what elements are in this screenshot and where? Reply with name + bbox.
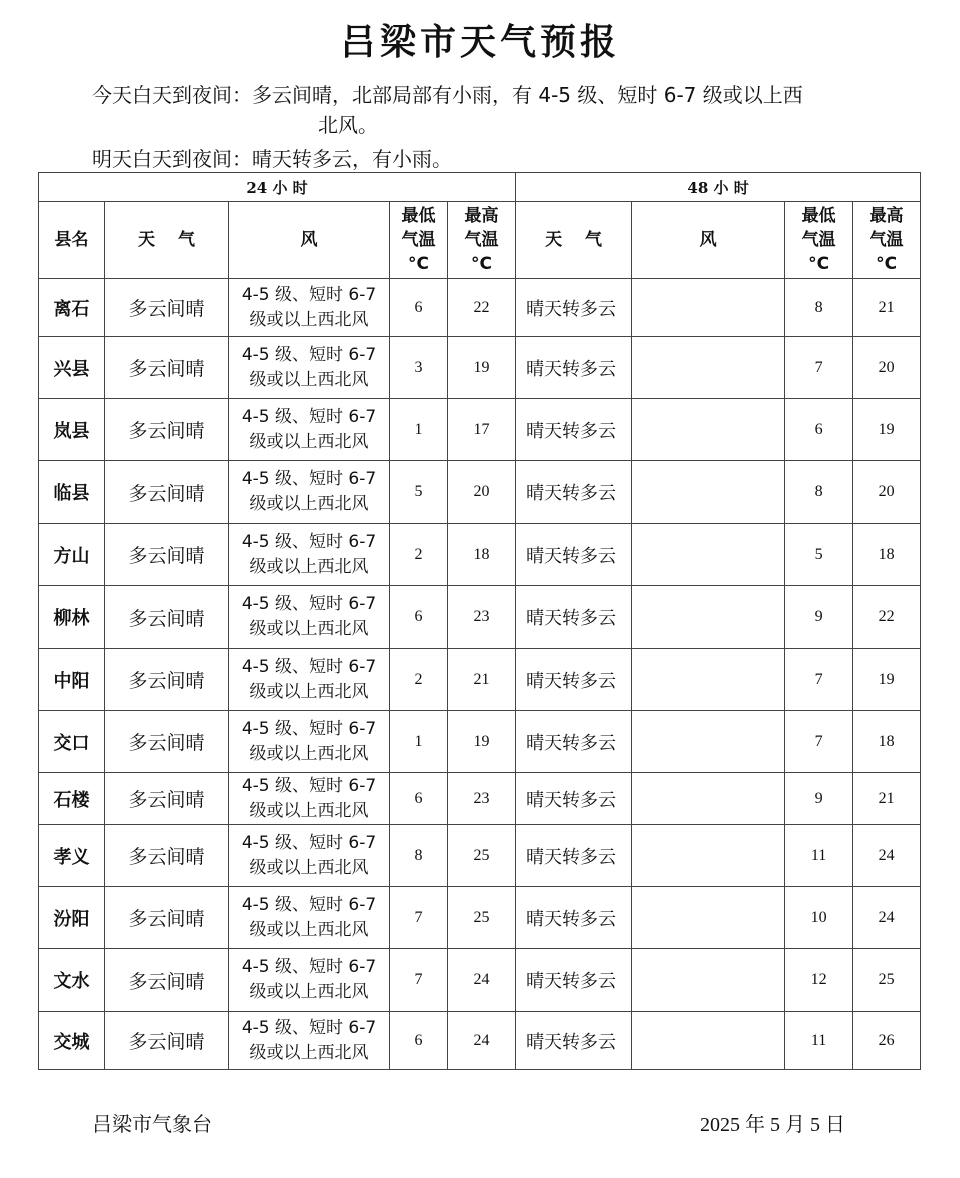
min-temp-48h: 10 [785,887,853,949]
table-row [39,1012,921,1070]
wind-48h [632,337,785,399]
wind-24h [229,524,390,586]
col-wind-24: 风 [229,202,390,279]
county-name: 离石 [39,279,105,337]
col-max-temp-24 [448,202,516,279]
wind-24h-line2: 级或以上西北风 [249,982,369,1002]
forecast-tomorrow: 明天白天到夜间：晴天转多云，有小雨。 [92,147,452,171]
max-temp-48h: 21 [853,279,921,337]
max-temp-label-1: 最高 [464,206,499,226]
table-row [39,524,921,586]
wind-24h-line1: 4-5 级、短时 6-7 [241,832,377,853]
wind-24h-line2: 级或以上西北风 [249,1042,369,1063]
wind-24h [229,586,390,649]
wind-24h-line2: 级或以上西北风 [249,309,369,330]
max-temp-48h: 18 [853,524,921,586]
county-name: 柳林 [39,586,105,649]
min-temp-24h: 6 [390,1012,448,1070]
wind-24h-line1: 4-5 级、短时 6-7 [241,718,377,739]
weather-24h: 多云间晴 [105,887,229,949]
min-temp-48h: 5 [785,524,853,586]
weather-48h: 晴天转多云 [516,949,632,1012]
col-max-temp-48 [853,202,921,279]
max-temp-48h: 19 [853,399,921,461]
weather-24h: 多云间晴 [105,825,229,887]
wind-24h [229,279,390,337]
max-temp-24h: 17 [448,399,516,461]
min-temp-24h: 7 [390,949,448,1012]
max-temp-48h: 25 [853,949,921,1012]
min-temp-24h: 5 [390,461,448,524]
min-temp-24h: 6 [390,773,448,825]
county-name: 石楼 [39,773,105,825]
wind-24h-line1: 4-5 级、短时 6-7 [241,284,377,305]
min-temp-24h: 2 [390,649,448,711]
min-temp-48h: 11 [785,1012,853,1070]
min-temp-24h: 2 [390,524,448,586]
min-temp-48h: 12 [785,949,853,1012]
table-row [39,399,921,461]
wind-48h [632,649,785,711]
period-header-row [39,173,921,202]
max-temp-label-2: 气温 [869,230,904,250]
wind-24h [229,887,390,949]
weather-48h: 晴天转多云 [516,825,632,887]
min-temp-48h: 9 [785,773,853,825]
period-48h: 48 小 时 [516,173,921,202]
weather-24h: 多云间晴 [105,586,229,649]
table-row [39,586,921,649]
wind-24h [229,1012,390,1070]
min-temp-unit: °C [408,254,429,274]
min-temp-24h: 7 [390,887,448,949]
wind-24h-line2: 级或以上西北风 [249,556,369,577]
weather-24h: 多云间晴 [105,949,229,1012]
issue-date: 2025 年 5 月 5 日 [700,1114,845,1136]
wind-24h-line2: 级或以上西北风 [249,800,369,821]
min-temp-label-1: 最低 [801,206,836,226]
wind-24h-line1: 4-5 级、短时 6-7 [241,344,377,365]
wind-48h [632,711,785,773]
wind-24h-line2: 级或以上西北风 [249,743,369,764]
wind-48h [632,586,785,649]
max-temp-24h: 23 [448,773,516,825]
min-temp-48h: 8 [785,461,853,524]
max-temp-24h: 19 [448,337,516,399]
wind-24h [229,711,390,773]
wind-24h [229,825,390,887]
max-temp-48h: 22 [853,586,921,649]
weather-48h: 晴天转多云 [516,649,632,711]
max-temp-48h: 19 [853,649,921,711]
wind-24h [229,461,390,524]
weather-24h: 多云间晴 [105,399,229,461]
col-weather-48: 天 气 [516,202,632,279]
weather-48h: 晴天转多云 [516,279,632,337]
col-wind-48: 风 [632,202,785,279]
wind-24h-line2: 级或以上西北风 [249,369,369,390]
table-row [39,949,921,1012]
table-row [39,461,921,524]
weather-48h: 晴天转多云 [516,461,632,524]
weather-48h: 晴天转多云 [516,711,632,773]
weather-48h: 晴天转多云 [516,586,632,649]
min-temp-48h: 7 [785,337,853,399]
page-title: 吕梁市天气预报 [339,22,620,63]
max-temp-24h: 24 [448,1012,516,1070]
table-row [39,825,921,887]
weather-24h: 多云间晴 [105,279,229,337]
min-temp-24h: 6 [390,586,448,649]
forecast-today [92,80,882,140]
min-temp-48h: 11 [785,825,853,887]
wind-24h-line1: 4-5 级、短时 6-7 [241,957,377,977]
wind-24h-line1: 4-5 级、短时 6-7 [241,406,377,427]
wind-48h [632,524,785,586]
max-temp-unit: °C [876,254,898,274]
weather-24h: 多云间晴 [105,524,229,586]
forecast-today-line2: 北风。 [318,113,378,137]
min-temp-24h: 1 [390,711,448,773]
table-row [39,337,921,399]
max-temp-24h: 24 [448,949,516,1012]
col-min-temp-24 [390,202,448,279]
min-temp-label-2: 气温 [801,230,836,250]
wind-24h-line1: 4-5 级、短时 6-7 [241,656,377,677]
min-temp-24h: 6 [390,279,448,337]
col-county: 县名 [39,202,105,279]
issuer: 吕梁市气象台 [92,1112,212,1136]
weather-48h: 晴天转多云 [516,524,632,586]
min-temp-48h: 7 [785,711,853,773]
max-temp-label-2: 气温 [464,230,499,250]
max-temp-24h: 20 [448,461,516,524]
min-temp-24h: 3 [390,337,448,399]
table-row [39,279,921,337]
max-temp-24h: 19 [448,711,516,773]
county-name: 岚县 [39,399,105,461]
county-name: 兴县 [39,337,105,399]
max-temp-48h: 18 [853,711,921,773]
weather-24h: 多云间晴 [105,773,229,825]
max-temp-24h: 18 [448,524,516,586]
table-row [39,649,921,711]
county-name: 临县 [39,461,105,524]
forecast-today-line1: 今天白天到夜间：多云间晴，北部局部有小雨，有 4-5 级、短时 6-7 级或以上西 [92,83,803,107]
min-temp-48h: 8 [785,279,853,337]
table-row [39,773,921,825]
weather-48h: 晴天转多云 [516,887,632,949]
weather-24h: 多云间晴 [105,337,229,399]
min-temp-24h: 1 [390,399,448,461]
max-temp-48h: 20 [853,461,921,524]
weather-24h: 多云间晴 [105,649,229,711]
wind-24h-line2: 级或以上西北风 [249,681,369,702]
wind-24h [229,773,390,825]
wind-24h [229,649,390,711]
wind-48h [632,887,785,949]
wind-24h-line2: 级或以上西北风 [249,431,369,452]
max-temp-24h: 21 [448,649,516,711]
county-name: 中阳 [39,649,105,711]
wind-48h [632,825,785,887]
wind-24h-line2: 级或以上西北风 [249,619,369,639]
wind-24h-line1: 4-5 级、短时 6-7 [241,531,377,552]
max-temp-24h: 25 [448,825,516,887]
wind-24h-line2: 级或以上西北风 [249,857,369,878]
wind-24h-line1: 4-5 级、短时 6-7 [241,594,377,614]
forecast-table [38,172,921,1070]
table-row [39,711,921,773]
max-temp-unit: °C [471,254,493,274]
county-name: 孝义 [39,825,105,887]
wind-24h-line1: 4-5 级、短时 6-7 [241,894,377,915]
max-temp-48h: 20 [853,337,921,399]
min-temp-24h: 8 [390,825,448,887]
wind-24h-line2: 级或以上西北风 [249,494,369,514]
min-temp-48h: 7 [785,649,853,711]
max-temp-48h: 24 [853,825,921,887]
period-24h: 24 小 时 [39,173,516,202]
wind-48h [632,1012,785,1070]
min-temp-unit: °C [808,254,830,274]
weather-24h: 多云间晴 [105,1012,229,1070]
table-body [39,279,921,1070]
wind-24h-line2: 级或以上西北风 [249,919,369,940]
wind-48h [632,279,785,337]
weather-24h: 多云间晴 [105,711,229,773]
wind-48h [632,461,785,524]
max-temp-48h: 21 [853,773,921,825]
max-temp-48h: 26 [853,1012,921,1070]
max-temp-24h: 25 [448,887,516,949]
max-temp-24h: 23 [448,586,516,649]
weather-24h: 多云间晴 [105,461,229,524]
wind-24h [229,337,390,399]
county-name: 交口 [39,711,105,773]
weather-48h: 晴天转多云 [516,773,632,825]
col-weather-24: 天 气 [105,202,229,279]
county-name: 交城 [39,1012,105,1070]
weather-48h: 晴天转多云 [516,1012,632,1070]
wind-24h [229,949,390,1012]
max-temp-48h: 24 [853,887,921,949]
min-temp-48h: 6 [785,399,853,461]
max-temp-24h: 22 [448,279,516,337]
min-temp-48h: 9 [785,586,853,649]
column-header-row [39,202,921,279]
county-name: 文水 [39,949,105,1012]
wind-24h-line1: 4-5 级、短时 6-7 [241,469,377,489]
wind-24h [229,399,390,461]
table-row [39,887,921,949]
min-temp-label-2: 气温 [401,230,436,250]
max-temp-label-1: 最高 [869,206,904,226]
col-min-temp-48 [785,202,853,279]
weather-48h: 晴天转多云 [516,337,632,399]
wind-48h [632,399,785,461]
min-temp-label-1: 最低 [401,206,436,226]
county-name: 方山 [39,524,105,586]
county-name: 汾阳 [39,887,105,949]
wind-48h [632,773,785,825]
wind-48h [632,949,785,1012]
weather-48h: 晴天转多云 [516,399,632,461]
wind-24h-line1: 4-5 级、短时 6-7 [241,1017,377,1038]
wind-24h-line1: 4-5 级、短时 6-7 [241,775,377,796]
